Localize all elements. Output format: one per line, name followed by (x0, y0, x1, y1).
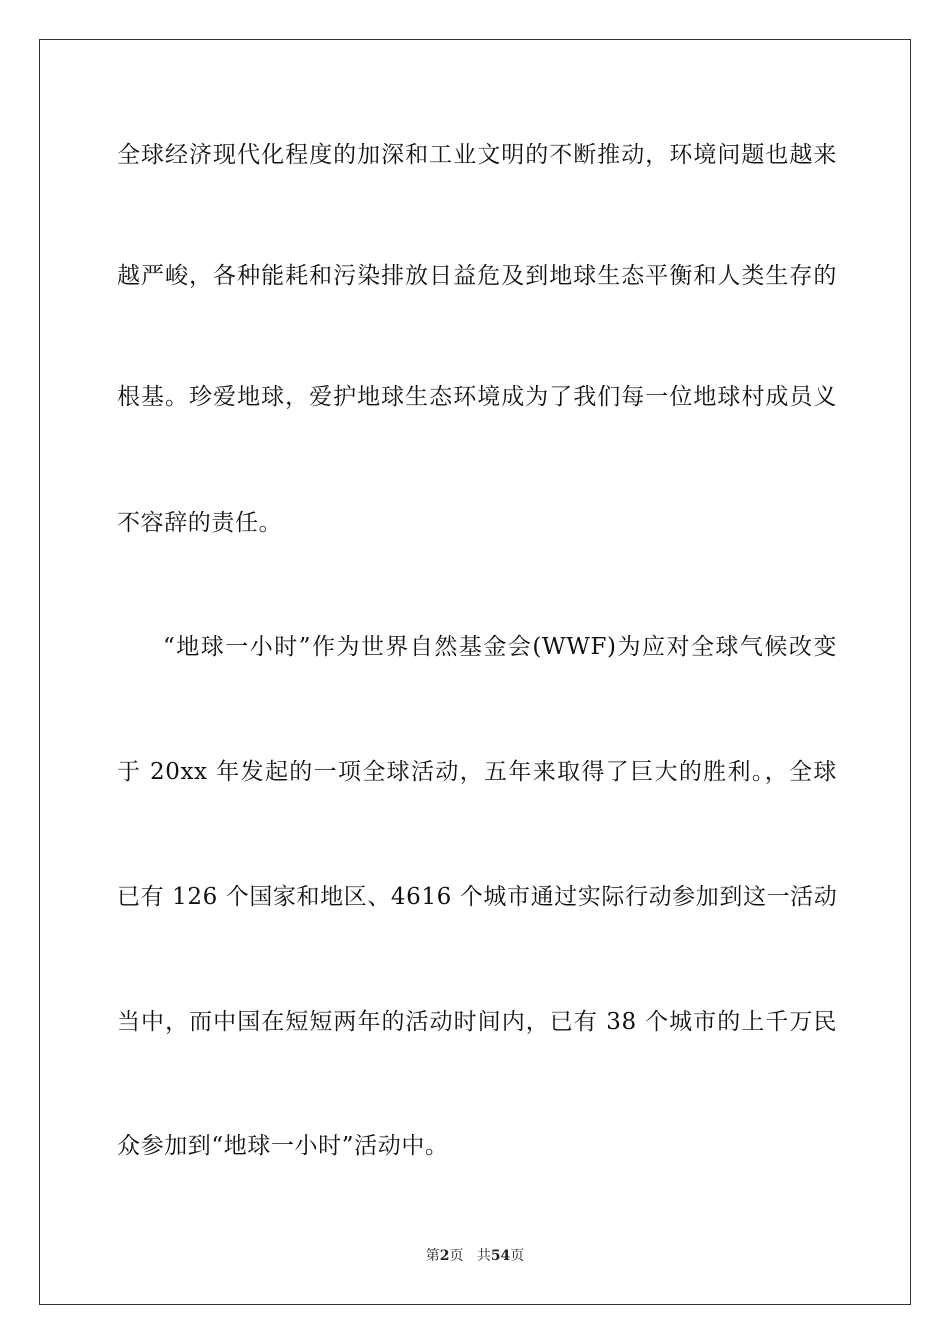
body-line-6: 于 20xx 年发起的一项全球活动，五年来取得了巨大的胜利。，全球 (117, 759, 837, 785)
page-footer (0, 1247, 950, 1265)
body-line-9: 众参加到“地球一小时”活动中。 (117, 1133, 449, 1159)
body-line-8: 当中，而中国在短短两年的活动时间内，已有 38 个城市的上千万民 (117, 1009, 837, 1035)
page-border (39, 39, 911, 1305)
body-line-2: 越严峻，各种能耗和污染排放日益危及到地球生态平衡和人类生存的 (117, 263, 837, 289)
total-pages: 54 (490, 1248, 511, 1264)
body-line-1: 全球经济现代化程度的加深和工业文明的不断推动，环境问题也越来 (117, 142, 837, 168)
body-line-3: 根基。珍爱地球，爱护地球生态环境成为了我们每一位地球村成员义 (117, 384, 837, 410)
total-prefix: 共 (476, 1248, 491, 1264)
body-line-4: 不容辞的责任。 (117, 510, 283, 536)
body-line-7: 已有 126 个国家和地区、4616 个城市通过实际行动参加到这一活动 (117, 884, 838, 910)
page-number: 2 (439, 1248, 450, 1264)
page-suffix: 页 (449, 1248, 464, 1264)
page-prefix: 第 (425, 1248, 440, 1264)
body-line-5: “地球一小时”作为世界自然基金会(WWF)为应对全球气候改变 (163, 634, 837, 660)
total-suffix: 页 (510, 1248, 525, 1264)
